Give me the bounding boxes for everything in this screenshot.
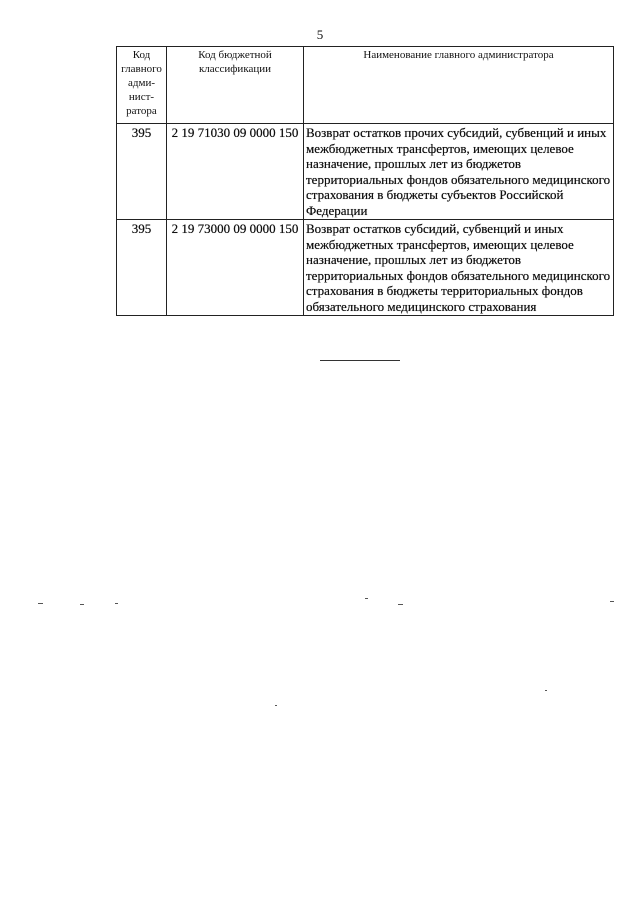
row-budget-code: 2 19 71030 09 0000 150: [167, 124, 304, 220]
scan-speck: [115, 603, 118, 604]
closing-rule: [320, 360, 400, 361]
table-row: [117, 220, 614, 316]
table-header-row: [117, 47, 614, 124]
row-admin-name: Возврат остатков субсидий, субвенций и иных межбюджетных трансфертов, имеющих целевое назначение, прошлых лет из бюджетов территориальных фондов обязательного медицинского страхования в бюджеты территориальных фондов обязательного медицинского страхования: [304, 220, 614, 316]
table-row: [117, 124, 614, 220]
scan-speck: [610, 601, 614, 602]
scan-speck: [38, 603, 43, 604]
scan-speck: [275, 705, 277, 706]
scan-speck: [398, 604, 403, 605]
scan-speck: [545, 690, 547, 691]
row-admin-code: 395: [117, 124, 167, 220]
row-admin-name: Возврат остатков прочих субсидий, субвенций и иных межбюджетных трансфертов, имеющих целевое назначение, прошлых лет из бюджетов территориальных фондов обязательного медицинского страхования в бюджеты субъектов Российской Федерации: [304, 124, 614, 220]
row-admin-code: 395: [117, 220, 167, 316]
header-admin-code: Код главного адми- нист- ратора: [117, 47, 167, 124]
scan-speck: [365, 598, 368, 599]
scan-speck: [80, 604, 84, 605]
row-budget-code: 2 19 73000 09 0000 150: [167, 220, 304, 316]
page-number: 5: [316, 27, 324, 42]
header-budget-code: Код бюджетной классификации: [167, 47, 304, 124]
header-admin-name: Наименование главного администратора: [304, 47, 614, 124]
budget-admin-table: [116, 46, 614, 316]
